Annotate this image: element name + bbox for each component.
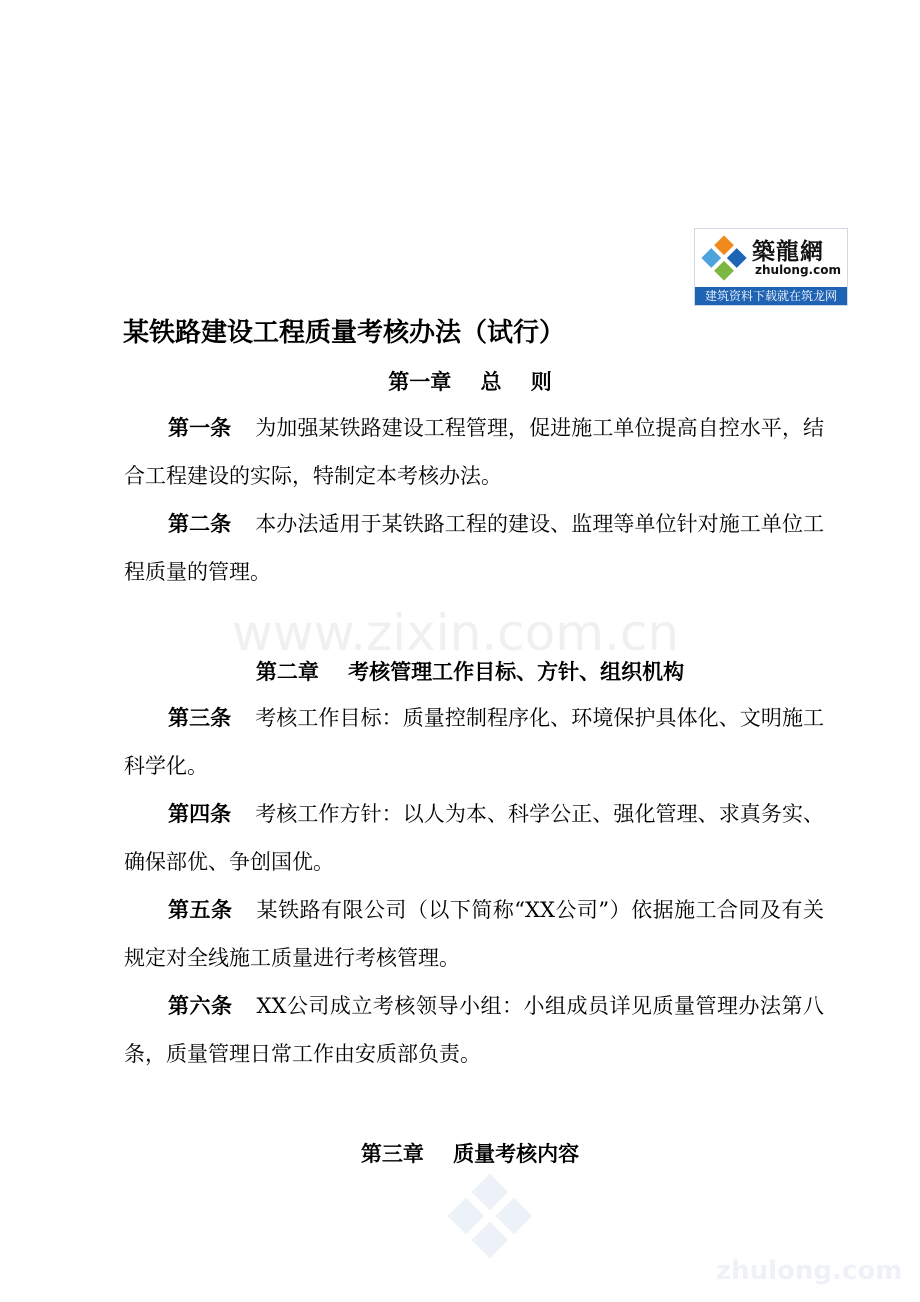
chapter-heading-2: 第二章 考核管理工作目标、方针、组织机构: [255, 660, 685, 684]
chapter-heading-1: 第一章 总 则: [388, 370, 552, 394]
corner-watermark: zhulong.com: [716, 1256, 903, 1286]
article-label: 第二条: [168, 512, 232, 536]
article-4: [124, 790, 824, 886]
pinwheel-logo-icon: [697, 231, 751, 285]
article-label: 第三条: [168, 706, 232, 730]
article-label: 第一条: [168, 416, 232, 440]
url-watermark: www.zixin.com.cn: [232, 604, 680, 662]
article-text: 某铁路有限公司（以下简称“XX公司”）依据施工合同及有关规定对全线施工质量进行考核管理。: [124, 898, 825, 970]
article-text: 本办法适用于某铁路工程的建设、监理等单位针对施工单位工程质量的管理。: [124, 512, 825, 584]
logo-slogan: 建筑资料下载就在筑龙网: [695, 287, 847, 305]
zhulong-logo: [694, 228, 848, 306]
article-text: 考核工作方针：以人为本、科学公正、强化管理、求真务实、确保部优、争创国优。: [124, 802, 825, 874]
chapter-heading-3: 第三章 质量考核内容: [360, 1142, 580, 1166]
article-2: [124, 500, 824, 596]
article-6: [124, 982, 824, 1078]
article-5: [124, 886, 824, 982]
article-3: [124, 694, 824, 790]
article-label: 第四条: [168, 802, 232, 826]
article-text: 为加强某铁路建设工程管理，促进施工单位提高自控水平，结合工程建设的实际，特制定本考核办法。: [124, 416, 825, 488]
article-1: [124, 404, 824, 500]
logo-domain-text: zhulong.com: [755, 263, 841, 277]
star-watermark-icon: [442, 1168, 538, 1264]
article-text: XX公司成立考核领导小组：小组成员详见质量管理办法第八条，质量管理日常工作由安质部负责。: [124, 994, 824, 1066]
article-label: 第五条: [168, 898, 233, 922]
article-label: 第六条: [168, 994, 233, 1018]
logo-brand-text: 築龍網: [752, 238, 824, 265]
document-title: 某铁路建设工程质量考核办法（试行）: [123, 318, 566, 348]
article-text: 考核工作目标：质量控制程序化、环境保护具体化、文明施工科学化。: [124, 706, 825, 778]
